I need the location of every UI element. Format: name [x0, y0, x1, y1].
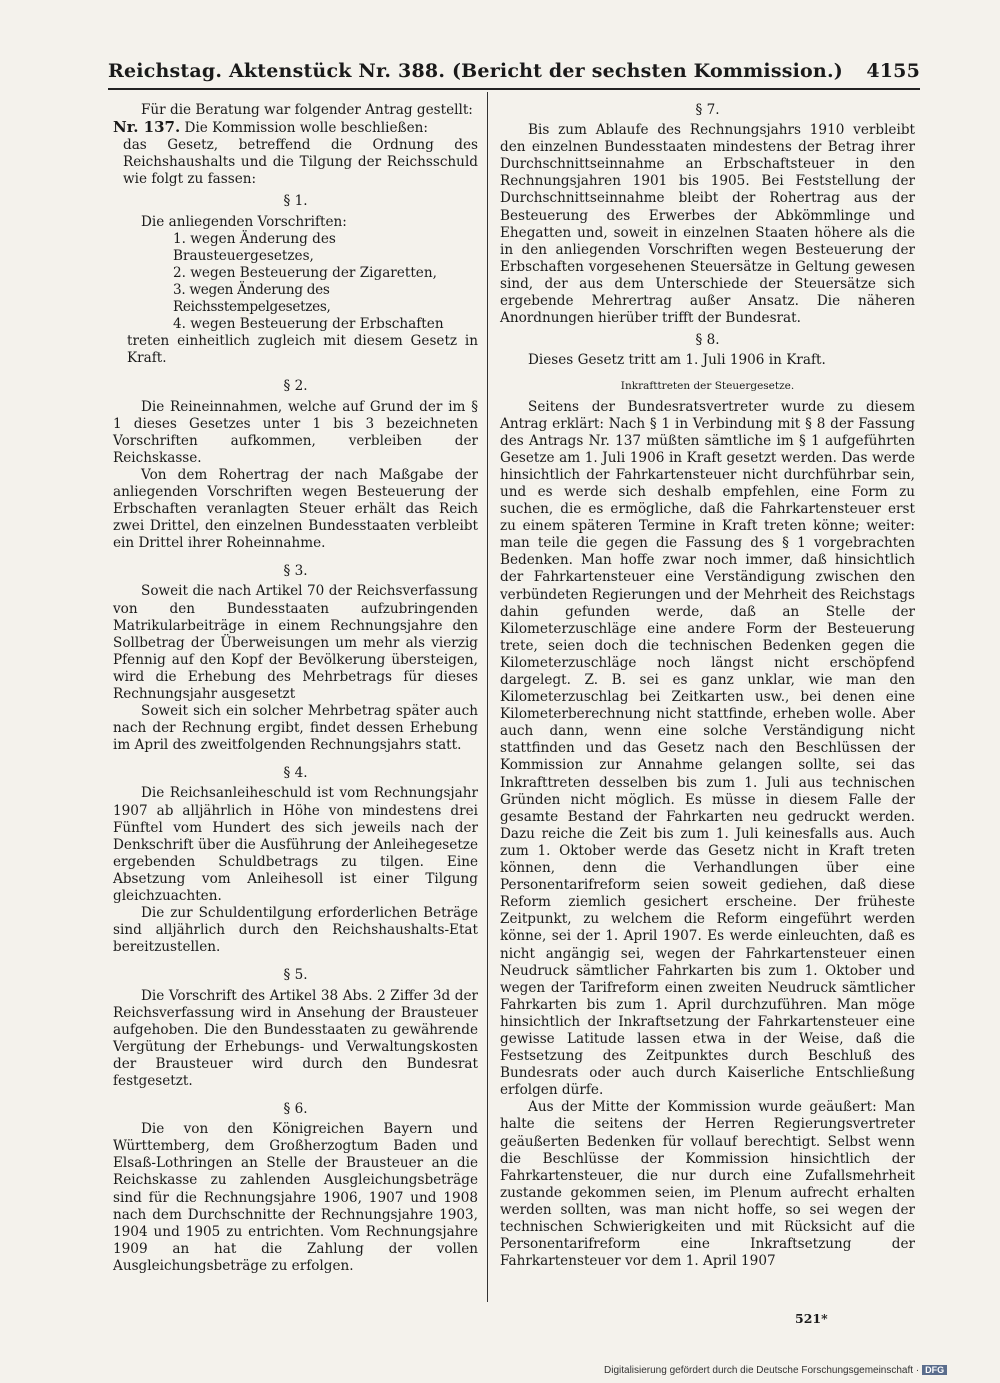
section-1-lead: Die anliegenden Vorschriften:: [141, 213, 347, 230]
section-2-paragraph: Von dem Rohertrag der nach Maßgabe der anliegenden Vorschriften wegen Besteuerung der Erbschaften veranlagten Steuer erhält das Reich zwei Drittel, den einzelnen Bundesstaaten verbleibt ein Drittel ihrer Roheinnahme.: [113, 466, 478, 552]
column-divider: [487, 92, 488, 1302]
section-1-tail: treten einheitlich zugleich mit diesem Gesetz in Kraft.: [127, 333, 478, 367]
running-header: [108, 58, 920, 86]
header-rule: [108, 88, 920, 90]
section-4-paragraph: Die zur Schuldentilgung erforderlichen Beträge sind alljährlich durch den Reichshaushalts-Etat bereitzustellen.: [113, 905, 478, 956]
section-2-paragraph: Die Reineinnahmen, welche auf Grund der im § 1 dieses Gesetzes unter 1 bis 3 bezeichneten Vorschriften aufkommen, verbleiben der Reichskasse.: [113, 398, 478, 466]
left-column: [113, 102, 478, 1275]
header-title: Reichstag. Aktenstück Nr. 388. (Bericht der sechsten Kommission.): [108, 60, 843, 82]
right-column: [500, 102, 915, 1270]
section-5-paragraph: Die Vorschrift des Artikel 38 Abs. 2 Ziffer 3d der Reichsverfassung wird in Ansehung der Brausteuer aufgehoben. Die den Bundesstaaten zu gewährende Vergütung der Erhebungs- und Verwaltungskosten der Brausteuer wird durch den Bundesrat festgesetzt.: [113, 987, 478, 1089]
intro-line: Für die Beratung war folgender Antrag gestellt:: [141, 102, 473, 118]
section-5-heading: § 5.: [283, 967, 308, 984]
section-6-paragraph: Die von den Königreichen Bayern und Württemberg, dem Großherzogtum Baden und Elsaß-Lothringen an Stelle der Brausteuer an die Reichskasse zu zahlenden Ausgleichungsbeträge sind für die Rechnungsjahre 1906, 1907 und 1908 nach dem Durchschnitte der Rechnungsjahre 1903, 1904 und 1905 zu entrichten. Vom Rechnungsjahre 1909 an hat die Zahlung der vollen Ausgleichungsbeträge zu erfolgen.: [113, 1121, 478, 1274]
antrag-header: [113, 118, 478, 137]
section-7-heading: § 7.: [695, 102, 720, 118]
section-8-paragraph: Dieses Gesetz tritt am 1. Juli 1906 in Kraft.: [528, 352, 826, 369]
section-3-heading: § 3.: [283, 563, 308, 580]
list-item: 2. wegen Besteuerung der Zigaretten,: [173, 264, 437, 281]
dfg-logo: DFG: [922, 1365, 947, 1375]
section-3-paragraph: Soweit sich ein solcher Mehrbetrag später auch nach der Rechnung ergibt, findet dessen Erhebung im April des zweitfolgenden Rechnungsjahrs statt.: [113, 703, 478, 754]
antrag-number: Nr. 137.: [113, 118, 181, 137]
subheading: Inkrafttreten der Steuergesetze.: [620, 380, 795, 393]
list-item: 4. wegen Besteuerung der Erbschaften: [173, 316, 444, 333]
section-4-paragraph: Die Reichsanleiheschuld ist vom Rechnungsjahr 1907 ab alljährlich in Höhe von mindestens drei Fünftel vom Hundert des sich jeweils nach der Denkschrift über die Ausführung der Anleihegesetze ergebenden Schuldbetrags zu tilgen. Eine Absetzung vom Anleihesoll ist einer Tilgung gleichzuachten.: [113, 785, 478, 905]
section-6-heading: § 6.: [283, 1101, 308, 1118]
body-paragraph: Aus der Mitte der Kommission wurde geäußert: Man halte die seitens der Herren Regierungsvertreter geäußerten Bedenken für vollauf berechtigt. Selbst wenn die Beschlüsse der Kommission hinsichtlich der Fahrkartensteuer, die nur durch eine Zufallsmehrheit zustande gekommen seien, im Plenum aufrecht erhalten werden sollten, was man nicht hoffe, so sei wegen der technischen Schwierigkeiten und mit Rücksicht auf die Personentarifreform eine Inkraftsetzung der Fahrkartensteuer vor dem 1. April 1907: [500, 1099, 915, 1270]
sheet-signature: 521*: [795, 1311, 828, 1326]
section-1-heading: § 1.: [283, 193, 308, 210]
list-item: 3. wegen Änderung des Reichsstempelgesetzes,: [173, 281, 331, 316]
antrag-text: Die Kommission wolle beschließen:: [180, 120, 428, 137]
section-1-list: [113, 231, 478, 334]
section-2-heading: § 2.: [283, 378, 308, 395]
page-number: 4155: [866, 60, 920, 82]
antrag-block: [113, 119, 478, 188]
footer-text: Digitalisierung gefördert durch die Deutsche Forschungsgemeinschaft ·: [604, 1365, 920, 1376]
footer-credit: [604, 1365, 947, 1376]
section-4-heading: § 4.: [283, 765, 308, 782]
body-paragraph: Seitens der Bundesratsvertreter wurde zu diesem Antrag erklärt: Nach § 1 in Verbindung mit § 8 der Fassung des Antrags Nr. 137 müßten sämtliche im § 1 aufgeführten Gesetze am 1. Juli 1906 in Kraft gesetzt werden. Das werde hinsichtlich der Fahrkartensteuer nicht durchführbar sein, und es werde sich deshalb empfehlen, eine Form zu suchen, die es ermögliche, daß die Fahrkartensteuer erst zu einem späteren Termine in Kraft treten könne; weiter: man teile die gegen die Fassung des § 1 vorgebrachten Bedenken. Man hoffe zwar noch immer, daß hinsichtlich der Fahrkartensteuer eine Verständigung zwischen den verbündeten Regierungen und der Mehrheit des Reichstags dahin gefunden werde, daß an Stelle der Kilometerzuschläge eine andere Form der Besteuerung trete, seien doch die technischen Bedenken gegen die Kilometerzuschläge noch längst nicht erschöpfend dargelegt. Z. B. sei es ganz unklar, wie man den Kilometerzuschlag bei Zeitkarten usw., bei denen eine Kilometerberechnung nicht stattfinde, erheben wolle. Aber auch dann, wenn eine solche Verständigung nicht stattfinden und das Gesetz nach den Beschlüssen der Kommission zur Annahme gelangen sollte, sei das Inkrafttreten desselben bis zum 1. Juli aus technischen Gründen nicht möglich. Es müsse in diesem Falle der gesamte Bestand der Fahrkarten neu gedruckt werden. Dazu reiche die Zeit bis zum 1. Juli keinesfalls aus. Auch zum 1. Oktober werde das Gesetz nicht in Kraft treten können, denn die Verhandlungen über eine Personentarifreform seien soweit gediehen, daß diese Reform ziemlich gesichert erscheine. Der früheste Zeitpunkt, zu welchem die Reform eingeführt werden könne, sei der 1. April 1907. Es werde einleuchten, daß es nicht angängig sei, wegen der Fahrkartensteuer einen Neudruck sämtlicher Fahrkarten bis zum 1. Oktober und wegen der Tarifreform einen zweiten Neudruck sämtlicher Fahrkarten bis zum 1. April durchzuführen. Man möge hinsichtlich der Inkraftsetzung der Fahrkartensteuer eine gewisse Latitude lassen etwa in der Weise, daß die Festsetzung des Zeitpunktes durch Beschluß des Bundesrats oder auch durch Kaiserliche Entschließung erfolgen dürfe.: [500, 398, 915, 1099]
list-item: 1. wegen Änderung des Brausteuergesetzes,: [173, 230, 336, 264]
section-7-paragraph: Bis zum Ablaufe des Rechnungsjahrs 1910 verbleibt den einzelnen Bundesstaaten mindestens der Betrag ihrer Durchschnittseinnahme an Erbschaftsteuer in den Rechnungsjahren 1901 bis 1905. Bei Feststellung der Durchschnittseinnahme bleibt der Rohertrag aus der Besteuerung des Erwerbes der Abkömmlinge und Ehegatten und, soweit in einzelnen Staaten höhere als die in den anliegenden Vorschriften wegen Besteuerung der Erbschaften vorgesehenen Steuersätze in Geltung gewesen sind, der aus dem Unterschiede der Steuersätze sich ergebende Mehrertrag außer Ansatz. Die näheren Anordnungen hierüber trifft der Bundesrat.: [500, 122, 915, 327]
antrag-body: das Gesetz, betreffend die Ordnung des Reichshaushalts und die Tilgung der Reichsschuld wie folgt zu fassen:: [123, 137, 478, 188]
section-3-paragraph: Soweit die nach Artikel 70 der Reichsverfassung von den Bundesstaaten aufzubringenden Matrikularbeiträge in einem Rechnungsjahre den Sollbetrag der Überweisungen um mehr als vierzig Pfennig auf den Kopf der Bevölkerung übersteigen, wird die Erhebung des Mehrbetrags für dieses Rechnungsjahr ausgesetzt: [113, 583, 478, 702]
section-8-heading: § 8.: [695, 332, 720, 349]
